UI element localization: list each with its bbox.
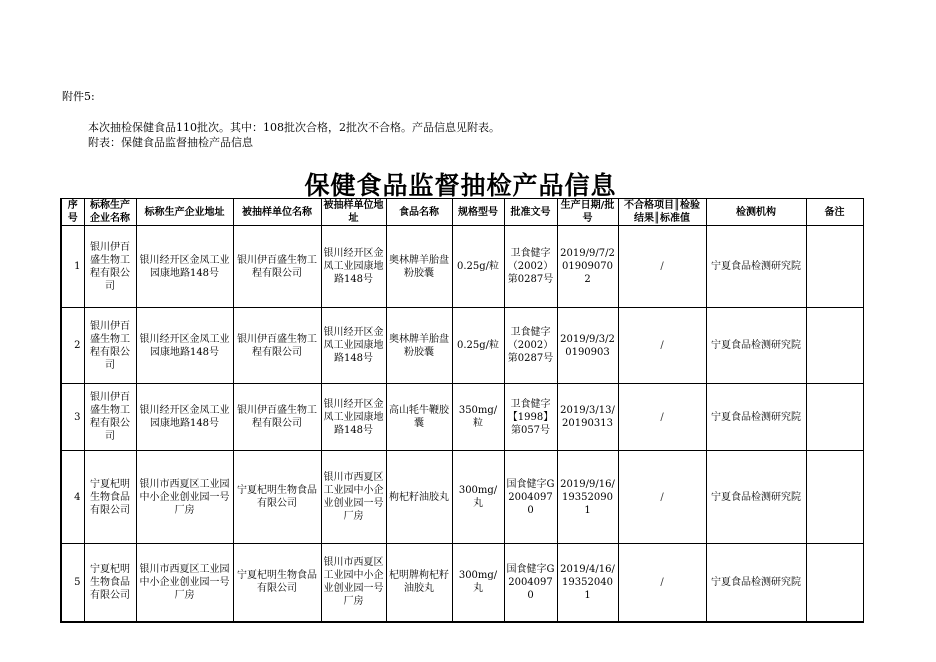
cell-sampled-unit: 宁夏杞明生物食品有限公司: [233, 451, 321, 544]
inspection-table: [60, 198, 864, 623]
cell-note: [806, 226, 863, 308]
cell-seq: 4: [61, 451, 84, 544]
cell-note: [806, 308, 863, 384]
table-row: [61, 544, 863, 622]
cell-food-name: 高山牦牛鞭胶囊: [386, 384, 452, 451]
cell-producer: 银川伊百盛生物工程有限公司: [84, 308, 136, 384]
cell-sampled-unit: 宁夏杞明生物食品有限公司: [233, 544, 321, 622]
header-batch: 生产日期/批号: [557, 199, 618, 226]
cell-batch: 2019/3/13/20190313: [557, 384, 618, 451]
cell-lab: 宁夏食品检测研究院: [706, 544, 806, 622]
cell-fail-item: /: [618, 308, 706, 384]
cell-lab: 宁夏食品检测研究院: [706, 451, 806, 544]
cell-approval: 卫食健字（2002）第0287号: [504, 308, 557, 384]
cell-sampled-address: 银川经开区金凤工业园康地路148号: [321, 308, 386, 384]
cell-spec: 0.25g/粒: [452, 226, 504, 308]
intro-table-caption: 附表：保健食品监督抽检产品信息: [88, 136, 253, 149]
cell-sampled-address: 银川市西夏区工业园中小企业创业园一号厂房: [321, 544, 386, 622]
cell-food-name: 杞明牌枸杞籽油胶丸: [386, 544, 452, 622]
cell-sampled-address: 银川市西夏区工业园中小企业创业园一号厂房: [321, 451, 386, 544]
header-spec: 规格型号: [452, 199, 504, 226]
header-approval: 批准文号: [504, 199, 557, 226]
cell-approval: 卫食健字（2002）第0287号: [504, 226, 557, 308]
cell-sampled-address: 银川经开区金凤工业园康地路148号: [321, 384, 386, 451]
cell-food-name: 奥林牌羊胎盘粉胶囊: [386, 226, 452, 308]
cell-sampled-unit: 银川伊百盛生物工程有限公司: [233, 226, 321, 308]
table-row: [61, 384, 863, 451]
cell-producer: 银川伊百盛生物工程有限公司: [84, 226, 136, 308]
intro-summary: 本次抽检保健食品110批次。其中：108批次合格，2批次不合格。产品信息见附表。: [88, 121, 500, 134]
header-fail-item: 不合格项目║检验结果║标准值: [618, 199, 706, 226]
cell-spec: 300mg/丸: [452, 544, 504, 622]
cell-note: [806, 451, 863, 544]
cell-producer-address: 银川经开区金凤工业园康地路148号: [136, 226, 233, 308]
header-producer: 标称生产企业名称: [84, 199, 136, 226]
cell-seq: 1: [61, 226, 84, 308]
cell-batch: 2019/9/7/2019090702: [557, 226, 618, 308]
header-producer-address: 标称生产企业地址: [136, 199, 233, 226]
cell-producer: 银川伊百盛生物工程有限公司: [84, 384, 136, 451]
header-seq: 序号: [61, 199, 84, 226]
cell-food-name: 奥林牌羊胎盘粉胶囊: [386, 308, 452, 384]
cell-producer-address: 银川经开区金凤工业园康地路148号: [136, 308, 233, 384]
cell-fail-item: /: [618, 226, 706, 308]
cell-lab: 宁夏食品检测研究院: [706, 226, 806, 308]
table-row: [61, 226, 863, 308]
document-title: 保健食品监督抽检产品信息: [304, 171, 617, 200]
cell-producer: 宁夏杞明生物食品有限公司: [84, 544, 136, 622]
cell-spec: 300mg/丸: [452, 451, 504, 544]
cell-approval: 国食健字G20040970: [504, 544, 557, 622]
cell-lab: 宁夏食品检测研究院: [706, 308, 806, 384]
header-note: 备注: [806, 199, 863, 226]
cell-seq: 5: [61, 544, 84, 622]
cell-sampled-unit: 银川伊百盛生物工程有限公司: [233, 384, 321, 451]
cell-lab: 宁夏食品检测研究院: [706, 384, 806, 451]
cell-approval: 卫食健字【1998】第057号: [504, 384, 557, 451]
header-food-name: 食品名称: [386, 199, 452, 226]
cell-producer-address: 银川市西夏区工业园中小企业创业园一号厂房: [136, 451, 233, 544]
cell-approval: 国食健字G20040970: [504, 451, 557, 544]
cell-producer-address: 银川市西夏区工业园中小企业创业园一号厂房: [136, 544, 233, 622]
header-sampled-unit: 被抽样单位名称: [233, 199, 321, 226]
cell-batch: 2019/4/16/193520401: [557, 544, 618, 622]
cell-batch: 2019/9/16/193520901: [557, 451, 618, 544]
cell-fail-item: /: [618, 384, 706, 451]
cell-sampled-unit: 银川伊百盛生物工程有限公司: [233, 308, 321, 384]
cell-producer: 宁夏杞明生物食品有限公司: [84, 451, 136, 544]
cell-note: [806, 384, 863, 451]
cell-spec: 350mg/粒: [452, 384, 504, 451]
cell-batch: 2019/9/3/20190903: [557, 308, 618, 384]
cell-producer-address: 银川经开区金凤工业园康地路148号: [136, 384, 233, 451]
header-sampled-address: 被抽样单位地址: [321, 199, 386, 226]
table-header-row: [61, 199, 863, 226]
cell-fail-item: /: [618, 544, 706, 622]
cell-spec: 0.25g/粒: [452, 308, 504, 384]
header-lab: 检测机构: [706, 199, 806, 226]
cell-sampled-address: 银川经开区金凤工业园康地路148号: [321, 226, 386, 308]
table-row: [61, 308, 863, 384]
cell-seq: 2: [61, 308, 84, 384]
table-row: [61, 451, 863, 544]
attachment-label: 附件5:: [62, 90, 95, 103]
cell-seq: 3: [61, 384, 84, 451]
cell-food-name: 枸杞籽油胶丸: [386, 451, 452, 544]
cell-fail-item: /: [618, 451, 706, 544]
cell-note: [806, 544, 863, 622]
